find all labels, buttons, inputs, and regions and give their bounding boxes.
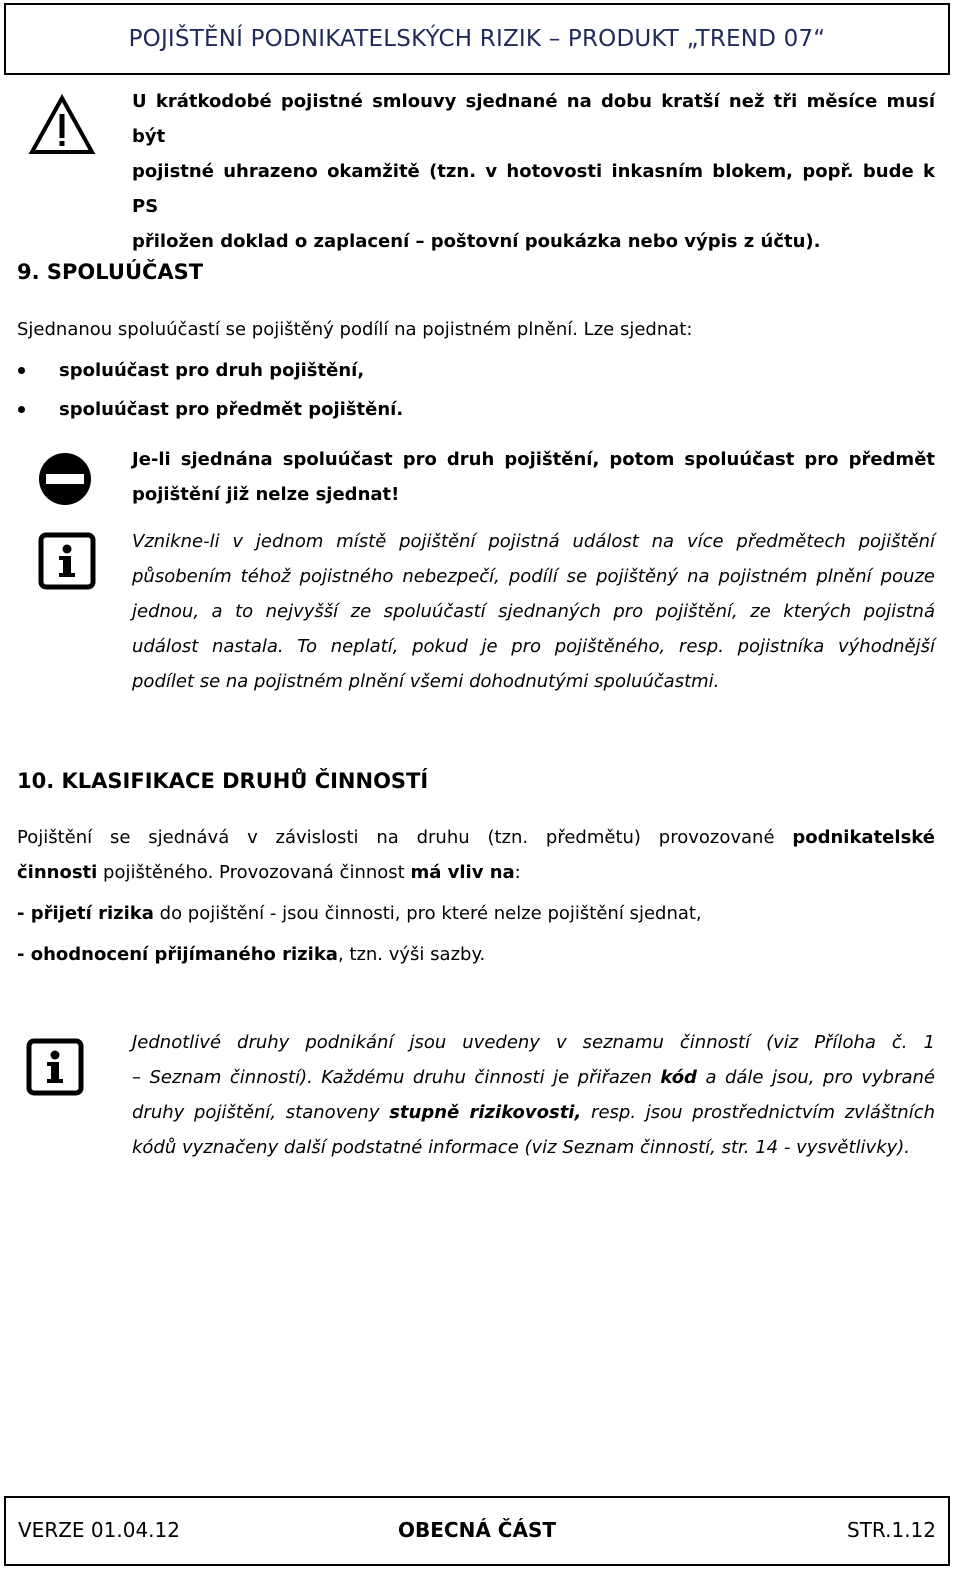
text-run: : bbox=[514, 862, 521, 883]
info-icon bbox=[26, 1038, 84, 1096]
info-line bbox=[132, 1095, 935, 1130]
list-item: spoluúčast pro předmět pojištění. bbox=[17, 390, 717, 429]
text-run-bold: má vliv na bbox=[410, 862, 515, 883]
page-header bbox=[4, 3, 950, 75]
paragraph-line bbox=[17, 855, 935, 890]
warning-line: přiložen doklad o zaplacení – poštovní poukázka nebo výpis z účtu). bbox=[132, 231, 821, 252]
section-10-title: 10. KLASIFIKACE DRUHŮ ČINNOSTÍ bbox=[17, 769, 429, 793]
prohibition-line: pojištění již nelze sjednat! bbox=[132, 484, 400, 505]
header-title: POJIŠTĚNÍ PODNIKATELSKÝCH RIZIK – PRODUKT „TREND 07“ bbox=[128, 26, 826, 52]
dash-item-2 bbox=[17, 937, 485, 972]
text-run: druhy pojištění, stanoveny bbox=[132, 1102, 390, 1123]
warning-text bbox=[132, 84, 935, 259]
dash-item-1 bbox=[17, 896, 702, 931]
info-line: jednou, a to nejvyšší ze spoluúčastí sjednaných pro pojištění, ze kterých pojistná bbox=[132, 601, 935, 622]
warning-line: pojistné uhrazeno okamžitě (tzn. v hotovosti inkasním blokem, popř. bude k PS bbox=[132, 161, 935, 217]
footer-version: VERZE 01.04.12 bbox=[18, 1518, 180, 1542]
info-line: Jednotlivé druhy podnikání jsou uvedeny v seznamu činností (viz Příloha č. 1 bbox=[132, 1032, 935, 1053]
info-icon bbox=[38, 532, 96, 590]
prohibition-text bbox=[132, 442, 935, 512]
info-line: kódů vyznačeny další podstatné informace (viz Seznam činností, str. 14 - vysvětlivky). bbox=[132, 1137, 911, 1158]
section-9-intro: Sjednanou spoluúčastí se pojištěný podílí na pojistném plnění. Lze sjednat: bbox=[17, 319, 693, 340]
text-run: – Seznam činností). Každému druhu činnosti je přiřazen bbox=[132, 1067, 661, 1088]
text-run-bold: - bbox=[17, 944, 31, 965]
text-run-bold: - bbox=[17, 903, 31, 924]
prohibition-line: Je-li sjednána spoluúčast pro druh pojištění, potom spoluúčast pro předmět bbox=[132, 449, 935, 470]
section-10-paragraph bbox=[17, 820, 935, 890]
info-line: Vznikne-li v jednom místě pojištění pojistná událost na více předmětech pojištění bbox=[132, 531, 935, 552]
text-run-bold: přijetí rizika bbox=[30, 903, 154, 924]
info-line: působením téhož pojistného nebezpečí, podílí se pojištěný na pojistném plnění pouze bbox=[132, 566, 935, 587]
section-9-bullets bbox=[17, 351, 717, 429]
text-run-bold: stupně rizikovosti, bbox=[389, 1102, 582, 1123]
text-run-bold: ohodnocení přijímaného rizika bbox=[30, 944, 338, 965]
no-entry-icon bbox=[38, 452, 92, 506]
info-text-section-10 bbox=[132, 1025, 935, 1165]
info-line bbox=[132, 1060, 935, 1095]
text-run: a dále jsou, pro vybrané bbox=[696, 1067, 935, 1088]
text-run: pojištěného. Provozovaná činnost bbox=[97, 862, 411, 883]
footer-part: OBECNÁ ČÁST bbox=[398, 1518, 556, 1542]
info-line: podílet se na pojistném plnění všemi dohodnutými spoluúčastmi. bbox=[132, 671, 720, 692]
info-line: událost nastala. To neplatí, pokud je pro pojištěného, resp. pojistníka výhodnější bbox=[132, 636, 935, 657]
text-run-bold: kód bbox=[660, 1067, 697, 1088]
page-footer bbox=[4, 1496, 950, 1566]
list-item: spoluúčast pro druh pojištění, bbox=[17, 351, 717, 390]
text-run: do pojištění - jsou činnosti, pro které nelze pojištění sjednat, bbox=[153, 903, 702, 924]
text-run: Pojištění se sjednává v závislosti na druhu (tzn. předmětu) provozované bbox=[17, 827, 775, 848]
footer-page-number: STR.1.12 bbox=[847, 1518, 936, 1542]
warning-triangle-icon bbox=[28, 94, 96, 156]
text-run-bold: podnikatelské bbox=[792, 827, 935, 848]
warning-line: U krátkodobé pojistné smlouvy sjednané na dobu kratší než tři měsíce musí být bbox=[132, 91, 935, 147]
paragraph-line bbox=[17, 820, 935, 855]
text-run-bold: činnosti bbox=[17, 862, 98, 883]
text-run: , tzn. výši sazby. bbox=[337, 944, 486, 965]
info-text-section-9 bbox=[132, 524, 935, 699]
section-9-title: 9. SPOLUÚČAST bbox=[17, 260, 204, 284]
text-run: resp. jsou prostřednictvím zvláštních bbox=[581, 1102, 935, 1123]
